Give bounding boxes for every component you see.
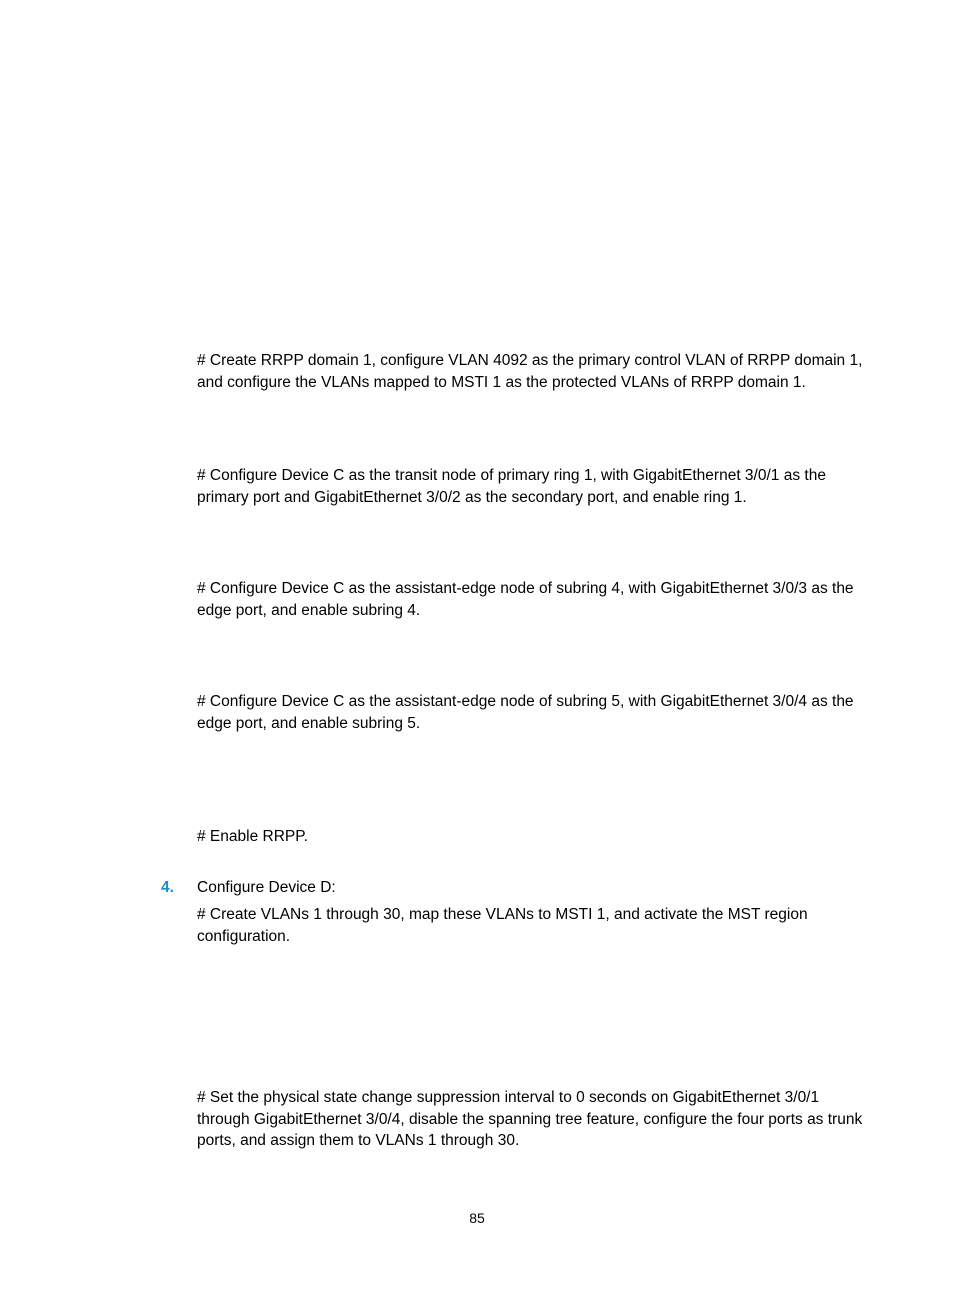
paragraph-subring-4: # Configure Device C as the assistant-edge node of subring 4, with GigabitEthernet 3/0/3 as the edge port, and enable subring 4. <box>197 580 854 619</box>
paragraph-subring-5: # Configure Device C as the assistant-edge node of subring 5, with GigabitEthernet 3/0/4 as the edge port, and enable subring 5. <box>197 693 854 732</box>
step-number: 4. <box>161 879 174 896</box>
paragraph-create-vlans: # Create VLANs 1 through 30, map these VLANs to MSTI 1, and activate the MST region configuration. <box>197 906 808 945</box>
step-label: Configure Device D: <box>197 879 336 896</box>
page-number: 85 <box>469 1210 485 1226</box>
paragraph-suppression-interval: # Set the physical state change suppression interval to 0 seconds on GigabitEthernet 3/0/1 through GigabitEthernet 3/0/4, disable the spanning tree feature, configure the four ports as trunk ports, and assign them to VLANs 1 through 30. <box>197 1089 863 1149</box>
paragraph-enable-rrpp: # Enable RRPP. <box>197 828 308 845</box>
paragraph-transit-node: # Configure Device C as the transit node of primary ring 1, with GigabitEthernet 3/0/1 as the primary port and GigabitEthernet 3/0/2 as the secondary port, and enable ring 1. <box>197 467 826 506</box>
paragraph-create-rrpp-domain: # Create RRPP domain 1, configure VLAN 4092 as the primary control VLAN of RRPP domain 1, and configure the VLANs mapped to MSTI 1 as the protected VLANs of RRPP domain 1. <box>197 352 863 391</box>
